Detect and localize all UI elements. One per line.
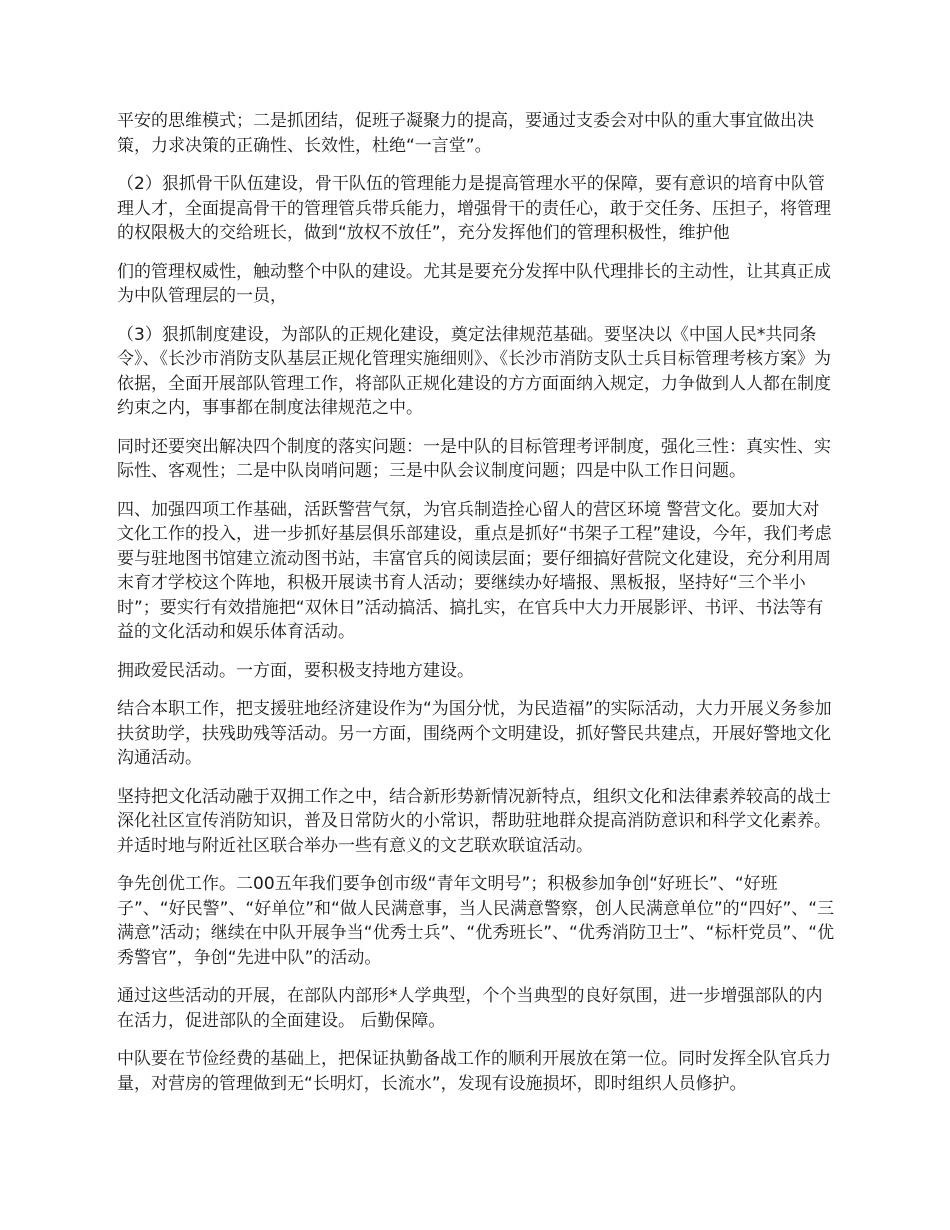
paragraph: 通过这些活动的开展，在部队内部形*人学典型，个个当典型的良好氛围，进一步增强部队的内在活力，促进部队的全面建设。 后勤保障。 <box>117 986 823 1031</box>
paragraph: 争先创优工作。二00五年我们要争创市级“青年文明号”；积极参加争创“好班长”、“好班子”、“好民警”、“好单位”和“做人民满意事，当人民满意警察，创人民满意单位”的“四好”、“三满意”活动；继续在中队开展争当“优秀士兵”、“优秀班长”、“优秀消防卫士”、“标杆党员”、“优秀警官”，争创“先进中队”的活动。 <box>117 874 835 968</box>
paragraph: 中队要在节俭经费的基础上，把保证执勤备战工作的顺利开展放在第一位。同时发挥全队官兵力量，对营房的管理做到无“长明灯，长流水”，发现有设施损坏，即时组织人员修护。 <box>117 1049 831 1094</box>
paragraph: 四、加强四项工作基础，活跃警营气氛，为官兵制造拴心留人的营区环境 警营文化。要加大对文化工作的投入，进一步抓好基层俱乐部建设，重点是抓好“书架子工程”建设，今年，我们考虑要与驻地图书馆建立流动图书站，丰富官兵的阅读层面；要仔细搞好营院文化建设，充分利用周末育才学校这个阵地，积极开展读书育人活动；要继续办好墙报、黑板报，坚持好“三个半小时”；要实行有效措施把“双休日”活动搞活、搞扎实，在官兵中大力开展影评、书评、书法等有益的文化活动和娱乐体育活动。 <box>117 499 832 642</box>
paragraph: （2）狠抓骨干队伍建设，骨干队伍的管理能力是提高管理水平的保障，要有意识的培育中队管理人才，全面提高骨干的管理管兵带兵能力，增强骨干的责任心，敢于交任务、压担子，将管理的权限极大的交给班长，做到“放权不放任”，充分发挥他们的管理积极性，维护他 <box>117 174 831 243</box>
paragraph: 拥政爱民活动。一方面，要积极支持地方建设。 <box>117 660 474 681</box>
paragraph: 平安的思维模式；二是抓团结，促班子凝聚力的提高，要通过支委会对中队的重大事宜做出决策，力求决策的正确性、长效性，杜绝“一言堂”。 <box>117 111 814 156</box>
document-body <box>117 109 835 1110</box>
paragraph: 结合本职工作，把支援驻地经济建设作为“为国分忧，为民造福”的实际活动，大力开展义务参加扶贫助学，扶残助残等活动。另一方面，围绕两个文明建设，抓好警民共建点，开展好警地文化沟通活动。 <box>117 699 832 768</box>
paragraph: 同时还要突出解决四个制度的落实问题：一是中队的目标管理考评制度，强化三性：真实性、实际性、客观性；二是中队岗哨问题；三是中队会议制度问题；四是中队工作日问题。 <box>117 436 831 481</box>
paragraph: 们的管理权威性，触动整个中队的建设。尤其是要充分发挥中队代理排长的主动性，让其真正成为中队管理层的一员， <box>117 261 831 306</box>
paragraph: （3）狠抓制度建设，为部队的正规化建设，奠定法律规范基础。要坚决以《中国人民*共同条令》、《长沙市消防支队基层正规化管理实施细则》、《长沙市消防支队士兵目标管理考核方案》为依据，全面开展部队管理工作，将部队正规化建设的方方面面纳入规定，力争做到人人都在制度约束之内，事事都在制度法律规范之中。 <box>117 324 831 418</box>
paragraph: 坚持把文化活动融于双拥工作之中，结合新形势新情况新特点，组织文化和法律素养较高的战士深化社区宣传消防知识，普及日常防火的小常识，帮助驻地群众提高消防意识和科学文化素养。并适时地与附近社区联合举办一些有意义的文艺联欢联谊活动。 <box>117 786 831 856</box>
